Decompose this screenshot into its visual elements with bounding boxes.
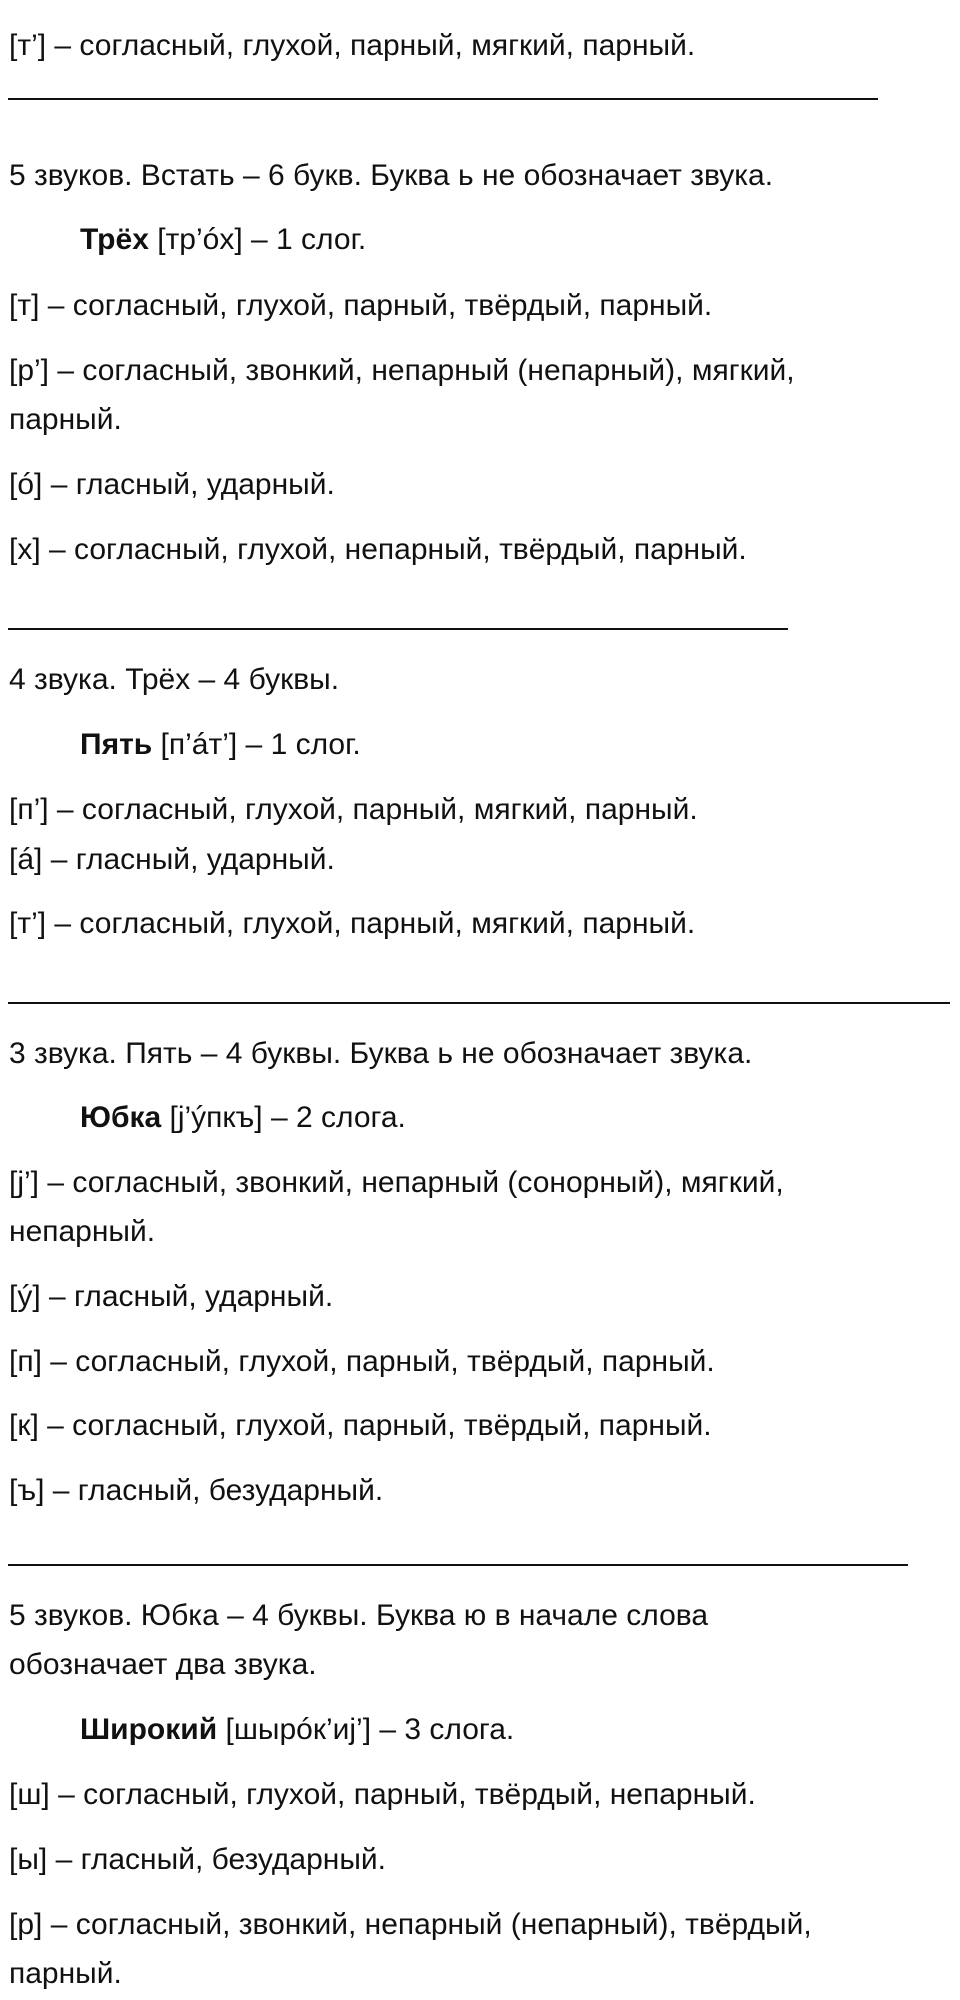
phoneme-line: [р] – согласный, звонкий, непарный (непарный), твёрдый, [9,1908,812,1941]
phoneme-line: [п] – согласный, глухой, парный, твёрдый, парный. [9,1345,715,1378]
transcription-yubka: [j’ýпкъ] – 2 слога. [169,1101,406,1134]
summary-line: 4 звука. Трёх – 4 буквы. [9,663,340,696]
transcription-pyat: [п’áт’] – 1 слог. [160,728,361,761]
word-heading-troh [80,222,366,258]
phoneme-line: [п’] – согласный, глухой, парный, мягкий, парный. [9,793,698,826]
phoneme-line: [к] – согласный, глухой, парный, твёрдый, парный. [9,1409,712,1442]
word-heading-shirokiy [80,1712,514,1748]
word-heading-pyat [80,727,361,763]
divider [8,1564,908,1566]
divider [8,98,878,100]
divider [8,628,788,630]
summary-line: 5 звуков. Встать – 6 букв. Буква ь не обозначает звука. [9,159,774,192]
phoneme-line: [á] – гласный, ударный. [9,843,335,876]
word-heading-yubka [80,1100,406,1136]
word-troh: Трёх [80,223,149,256]
transcription-troh: [тр’óх] – 1 слог. [157,223,367,256]
phoneme-line: [х] – согласный, глухой, непарный, твёрдый, парный. [9,533,747,566]
phoneme-line: [j’] – согласный, звонкий, непарный (сонорный), мягкий, [9,1166,784,1199]
phoneme-line-continuation: парный. [9,1957,122,1990]
summary-line: 5 звуков. Юбка – 4 буквы. Буква ю в начале слова [9,1599,709,1632]
phoneme-line: [ы] – гласный, безударный. [9,1843,387,1876]
phoneme-line: [ó] – гласный, ударный. [9,468,335,501]
divider [8,1002,950,1004]
phoneme-line: [ý] – гласный, ударный. [9,1280,334,1313]
phoneme-line-continuation: парный. [9,403,122,436]
summary-line-continuation: обозначает два звука. [9,1648,317,1681]
phoneme-line: [т] – согласный, глухой, парный, твёрдый, парный. [9,289,713,322]
transcription-shirokiy: [шырóк’иj’] – 3 слога. [225,1713,515,1746]
word-shirokiy: Широкий [80,1713,218,1746]
phoneme-line-continuation: непарный. [9,1215,156,1248]
phoneme-line: [ш] – согласный, глухой, парный, твёрдый, непарный. [9,1778,756,1811]
summary-line: 3 звука. Пять – 4 буквы. Буква ь не обозначает звука. [9,1037,753,1070]
phoneme-line: [р’] – согласный, звонкий, непарный (непарный), мягкий, [9,354,795,387]
word-yubka: Юбка [80,1101,162,1134]
phoneme-line: [т’] – согласный, глухой, парный, мягкий, парный. [9,907,696,940]
phoneme-line: [т’] – согласный, глухой, парный, мягкий, парный. [9,29,696,62]
word-pyat: Пять [80,728,153,761]
phoneme-line: [ъ] – гласный, безударный. [9,1474,384,1507]
